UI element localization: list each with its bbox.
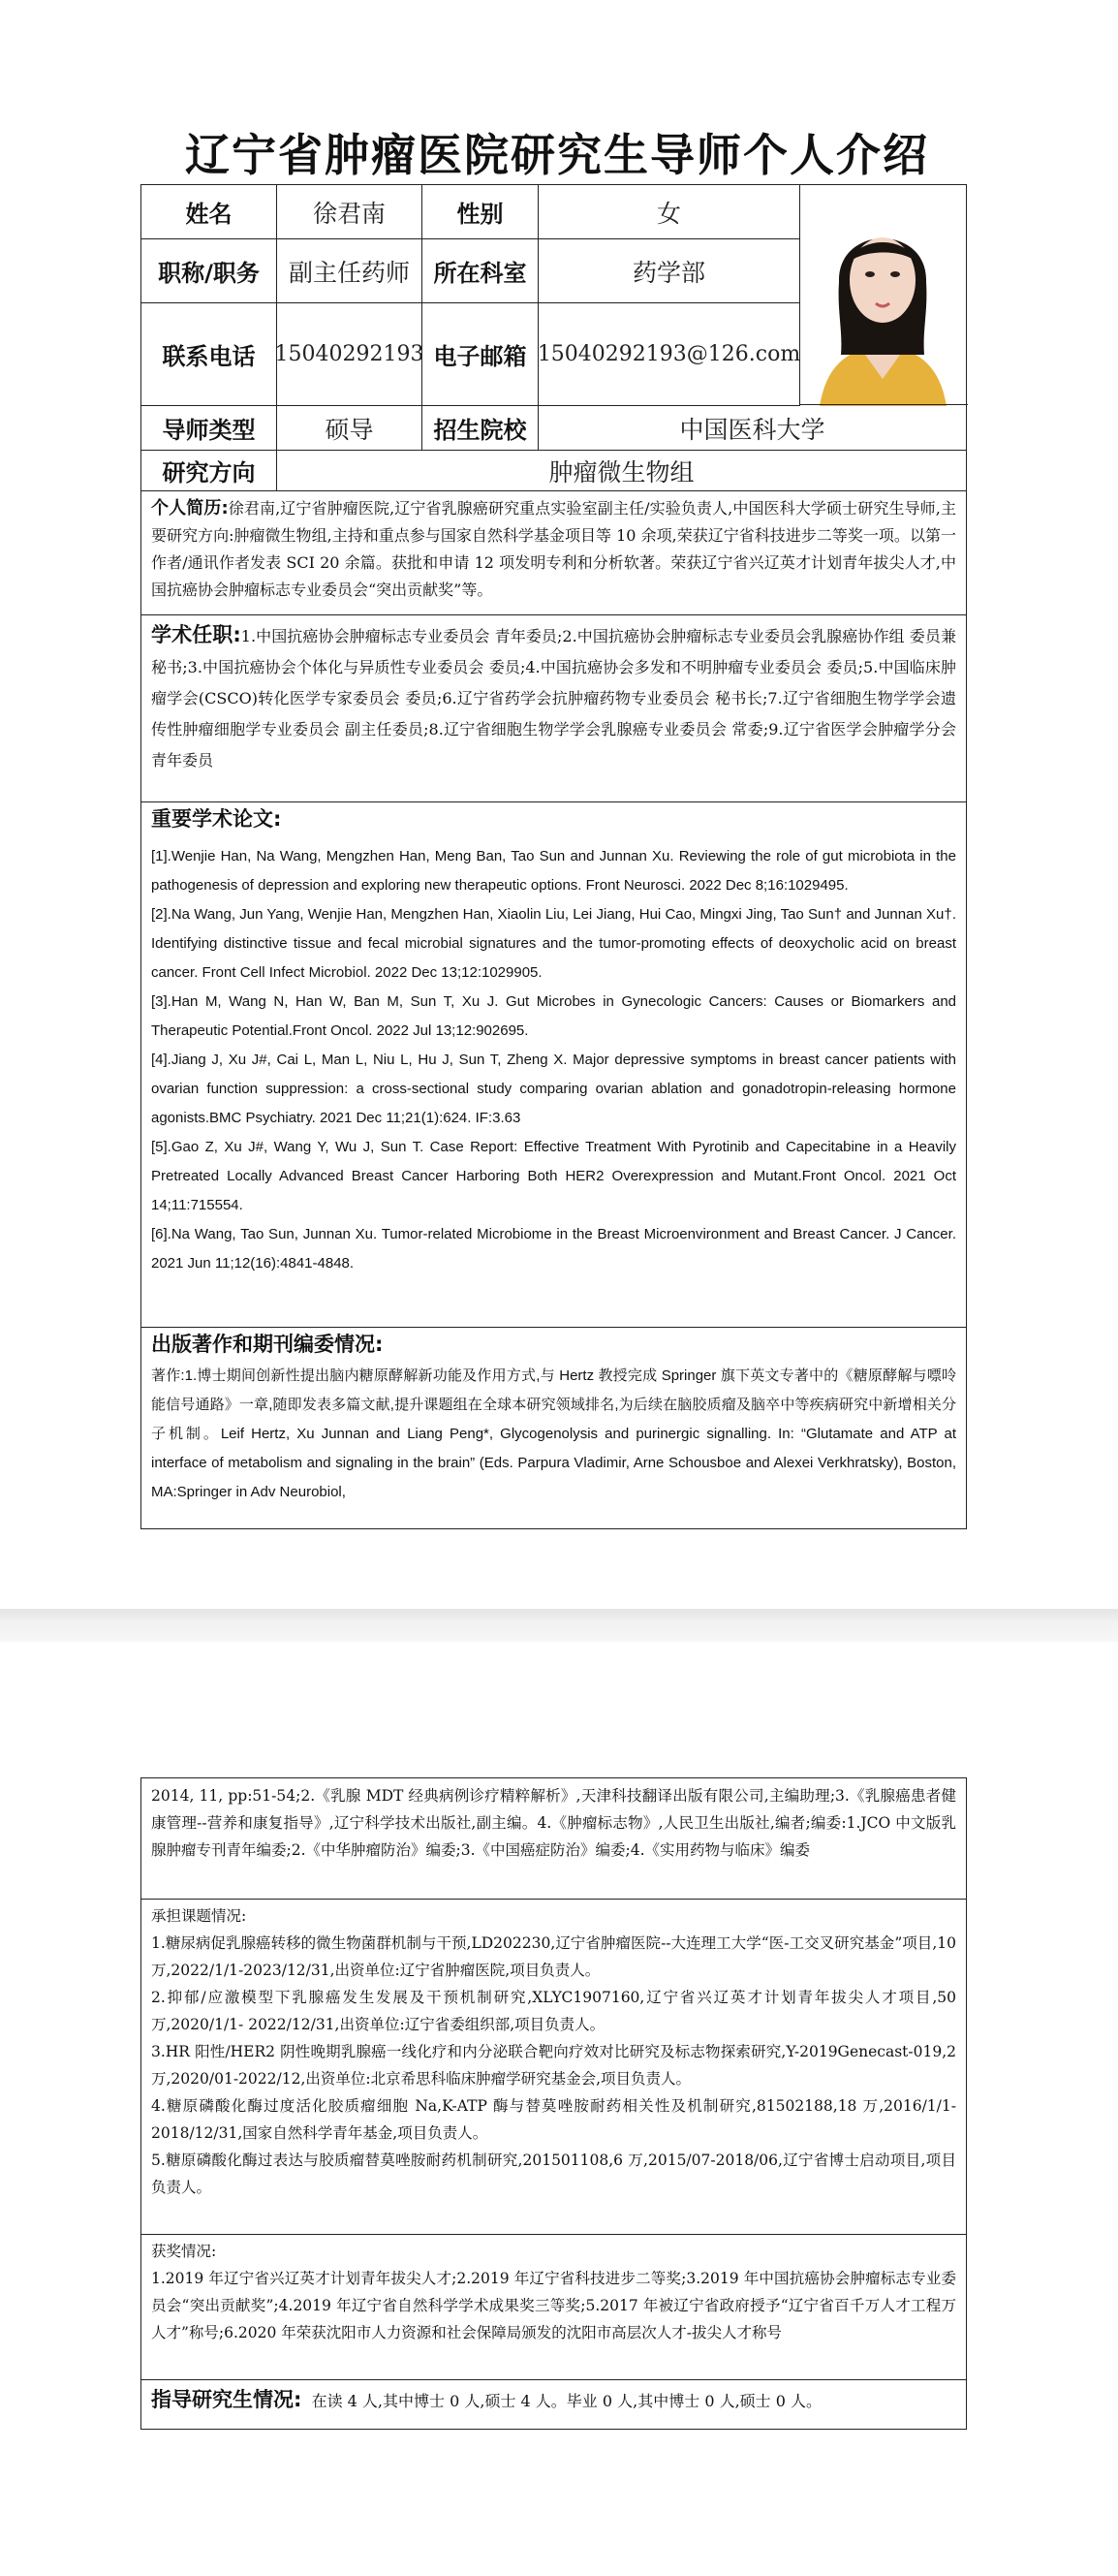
academic-section: [151, 619, 956, 776]
type-label: 导师类型: [141, 406, 277, 451]
students-section: [151, 2386, 956, 2415]
page-title: 辽宁省肿瘤医院研究生导师个人介绍: [185, 129, 929, 181]
paper-item: [1].Wenjie Han, Na Wang, Mengzhen Han, Meng Ban, Tao Sun and Junnan Xu. Reviewing the role of gut microbiota in the pathogenesis of depression and exploring new therapeutic options. Front Neurosci. 2022 Dec 8;16:1029495.: [151, 848, 956, 894]
papers-heading: 重要学术论文:: [151, 807, 282, 831]
name-label: 姓名: [141, 185, 277, 239]
gender-value: 女: [539, 185, 800, 239]
academic-heading: 学术任职:: [151, 623, 241, 646]
phone-value: 15040292193: [277, 303, 422, 406]
profile-table: [140, 184, 967, 1529]
project-item: 5.糖原磷酸化酶过表达与胶质瘤替莫唑胺耐药机制研究,201501108,6 万,2015/07-2018/06,辽宁省博士启动项目,项目负责人。: [151, 2152, 956, 2196]
publications-section: [151, 1331, 956, 1507]
portrait-photo: [800, 185, 966, 406]
dept-value: 药学部: [539, 239, 800, 303]
bio-section: [151, 495, 956, 604]
paper-item: [5].Gao Z, Xu J#, Wang Y, Wu J, Sun T. Case Report: Effective Treatment With Pyrotinib and Capecitabine in a Heavily Pretreated Locally Advanced Breast Cancer Harboring Both HER2 Overexpression and Mutant.Front Oncol. 2021 Oct 14;11:715554.: [151, 1139, 956, 1213]
projects-heading: 承担课题情况:: [151, 1907, 247, 1925]
awards-text: 1.2019 年辽宁省兴辽英才计划青年拔尖人才;2.2019 年辽宁省科技进步二等奖;3.2019 年中国抗癌协会肿瘤标志专业委员会“突出贡献奖”;4.2019 年辽宁省自然科学学术成果奖三等奖;5.2017 年被辽宁省政府授予“辽宁省百千万人才工程万人才”称号;6.2020 年荣获沈阳市人力资源和社会保障局颁发的沈阳市高层次人才-拔尖人才称号: [151, 2270, 956, 2341]
research-value: 肿瘤微生物组: [277, 451, 966, 491]
project-item: 1.糖尿病促乳腺癌转移的微生物菌群机制与干预,LD202230,辽宁省肿瘤医院--大连理工大学“医-工交叉研究基金”项目,10 万,2022/1/1-2023/12/31,出资单位:辽宁省肿瘤医院,项目负责人。: [151, 1934, 956, 1979]
publications-heading: 出版著作和期刊编委情况:: [151, 1333, 384, 1356]
papers-section: [151, 805, 956, 1278]
phone-label: 联系电话: [141, 303, 277, 406]
research-label: 研究方向: [141, 451, 277, 491]
profile-table-continued: [140, 1777, 967, 2430]
position-label: 职称/职务: [141, 239, 277, 303]
students-text: 在读 4 人,其中博士 0 人,硕士 4 人。毕业 0 人,其中博士 0 人,硕士 0 人。: [311, 2392, 823, 2410]
paper-item: [6].Na Wang, Tao Sun, Junnan Xu. Tumor-related Microbiome in the Breast Microenvironment and Breast Cancer. J Cancer. 2021 Jun 11;12(16):4841-4848.: [151, 1226, 956, 1272]
bio-text: 徐君南,辽宁省肿瘤医院,辽宁省乳腺癌研究重点实验室副主任/实验负责人,中国医科大学硕士研究生导师,主要研究方向:肿瘤微生物组,主持和重点参与国家自然科学基金项目等 10 余项,荣获辽宁省科技进步二等奖一项。以第一作者/通讯作者发表 SCI 20 余篇。获批和申请 12 项发明专利和分析软著。荣获辽宁省兴辽英才计划青年拔尖人才,中国抗癌协会肿瘤标志专业委员会“突出贡献奖”等。: [151, 499, 956, 599]
bio-heading: 个人简历:: [151, 498, 229, 518]
project-item: 2.抑郁/应激模型下乳腺癌发生发展及干预机制研究,XLYC1907160,辽宁省兴辽英才计划青年拔尖人才项目,50 万,2020/1/1- 2022/12/31,出资单位:辽宁省委组织部,项目负责人。: [151, 1989, 956, 2033]
gender-label: 性别: [422, 185, 539, 239]
publications-text: 著作:1.博士期间创新性提出脑内糖原酵解新功能及作用方式,与 Hertz 教授完成 Springer 旗下英文专著中的《糖原酵解与嘌呤能信号通路》一章,随即发表多篇文献,提升课题组在全球本研究领域排名,为后续在脑胶质瘤及脑卒中等疾病研究中新增相关分子机制。Leif Hertz, Xu Junnan and Liang Peng*, Glycogenolysis and purinergic signalling. In: “Glutamate and ATP at interface of metabolism and signaling in the brain” (Eds. Parpura Vladimir, Arne Schousboe and Alexei Verkhratsky), Boston, MA:Springer in Adv Neurobiol,: [151, 1367, 956, 1500]
paper-list: [151, 842, 956, 1278]
type-value: 硕导: [277, 406, 422, 451]
awards-heading: 获奖情况:: [151, 2243, 217, 2260]
paper-item: [2].Na Wang, Jun Yang, Wenjie Han, Mengzhen Han, Xiaolin Liu, Lei Jiang, Hui Cao, Mingxi Jing, Tao Sun† and Junnan Xu†. Identifying distinctive tissue and fecal microbial signatures and the tumor-promoting effects of deoxycholic acid on breast cancer. Front Cell Infect Microbiol. 2022 Dec 13;12:1029905.: [151, 906, 956, 981]
academic-text: 1.中国抗癌协会肿瘤标志专业委员会 青年委员;2.中国抗癌协会肿瘤标志专业委员会乳腺癌协作组 委员兼秘书;3.中国抗癌协会个体化与异质性专业委员会 委员;4.中国抗癌协会多发和不明肿瘤专业委员会 委员;5.中国临床肿瘤学会(CSCO)转化医学专家委员会 委员;6.辽宁省药学会抗肿瘤药物专业委员会 秘书长;7.辽宁省细胞生物学学会遗传性肿瘤细胞学专业委员会 副主任委员;8.辽宁省细胞生物学学会乳腺癌专业委员会 常委;9.辽宁省医学会肿瘤学分会 青年委员: [151, 627, 956, 770]
page-gap: [0, 1609, 1118, 1642]
students-heading: 指导研究生情况:: [151, 2388, 302, 2411]
publications-continued-section: [151, 1782, 956, 1864]
project-item: 3.HR 阳性/HER2 阴性晚期乳腺癌一线化疗和内分泌联合靶向疗效对比研究及标志物探索研究,Y-2019Genecast-019,2 万,2020/01-2022/12,出资单位:北京希思科临床肿瘤学研究基金会,项目负责人。: [151, 2043, 956, 2088]
paper-item: [4].Jiang J, Xu J#, Cai L, Man L, Niu L, Hu J, Sun T, Zheng X. Major depressive symptoms in breast cancer patients with ovarian function suppression: a cross-sectional study comparing ovarian ablation and gonadotropin-releasing hormone agonists.BMC Psychiatry. 2021 Dec 11;21(1):624. IF:3.63: [151, 1052, 956, 1126]
paper-item: [3].Han M, Wang N, Han W, Ban M, Sun T, Xu J. Gut Microbes in Gynecologic Cancers: Causes or Biomarkers and Therapeutic Potential.Front Oncol. 2022 Jul 13;12:902695.: [151, 993, 956, 1039]
email-label: 电子邮箱: [422, 303, 539, 406]
school-value: 中国医科大学: [539, 406, 966, 451]
projects-section: [151, 1902, 956, 2201]
school-label: 招生院校: [422, 406, 539, 451]
awards-section: [151, 2238, 956, 2346]
project-item: 4.糖原磷酸化酶过度活化胶质瘤细胞 Na,K-ATP 酶与替莫唑胺耐药相关性及机制研究,81502188,18 万,2016/1/1-2018/12/31,国家自然科学青年基金,项目负责人。: [151, 2097, 956, 2142]
position-value: 副主任药师: [277, 239, 422, 303]
email-value: 15040292193@126.com: [539, 303, 800, 406]
publications-continued-text: 2014, 11, pp:51-54;2.《乳腺 MDT 经典病例诊疗精粹解析》,天津科技翻译出版有限公司,主编助理;3.《乳腺癌患者健康管理--营养和康复指导》,辽宁科学技术出版社,副主编。4.《肿瘤标志物》,人民卫生出版社,编者;编委:1.JCO 中文版乳腺肿瘤专刊青年编委;2.《中华肿瘤防治》编委;3.《中国癌症防治》编委;4.《实用药物与临床》编委: [151, 1787, 956, 1859]
dept-label: 所在科室: [422, 239, 539, 303]
name-value: 徐君南: [277, 185, 422, 239]
